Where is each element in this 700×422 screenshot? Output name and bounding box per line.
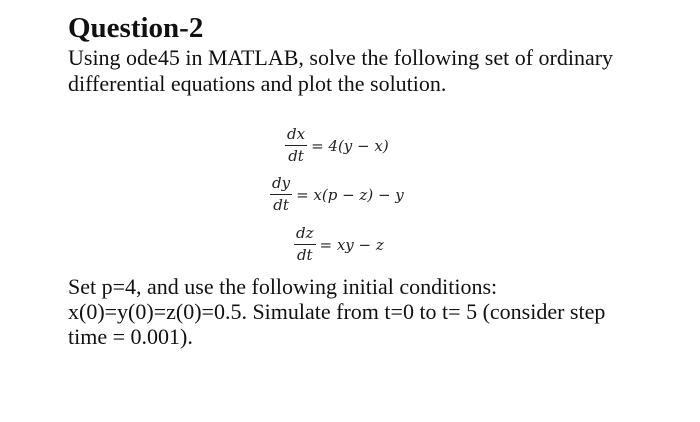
question-title: Question-2 [68, 12, 204, 44]
conditions-paragraph [68, 274, 683, 349]
equation-right-side: = x(p − z) − y [296, 185, 404, 204]
derivative-fraction [270, 175, 292, 214]
conditions-line-3: time = 0.001). [68, 324, 193, 349]
fraction-numerator: dz [294, 225, 316, 245]
conditions-line-2: x(0)=y(0)=z(0)=0.5. Simulate from t=0 to t= 5 (consider step [68, 299, 606, 324]
equation-dx-dt [285, 126, 389, 165]
derivative-fraction [285, 126, 307, 165]
fraction-denominator: dt [273, 196, 289, 214]
conditions-line-1: Set p=4, and use the following initial conditions: [68, 274, 498, 299]
equation-dy-dt [270, 175, 404, 214]
fraction-numerator: dx [285, 126, 307, 146]
fraction-denominator: dt [296, 246, 313, 264]
equation-right-side: = xy − z [319, 235, 384, 254]
intro-line-2: differential equations and plot the solution. [68, 71, 447, 96]
question-intro [68, 45, 678, 97]
equation-dz-dt [294, 225, 384, 264]
fraction-denominator: dt [288, 147, 304, 165]
derivative-fraction [294, 225, 316, 264]
equation-right-side: = 4(y − x) [311, 136, 389, 155]
intro-line-1: Using ode45 in MATLAB, solve the following set of ordinary [68, 45, 614, 70]
fraction-numerator: dy [270, 175, 292, 195]
